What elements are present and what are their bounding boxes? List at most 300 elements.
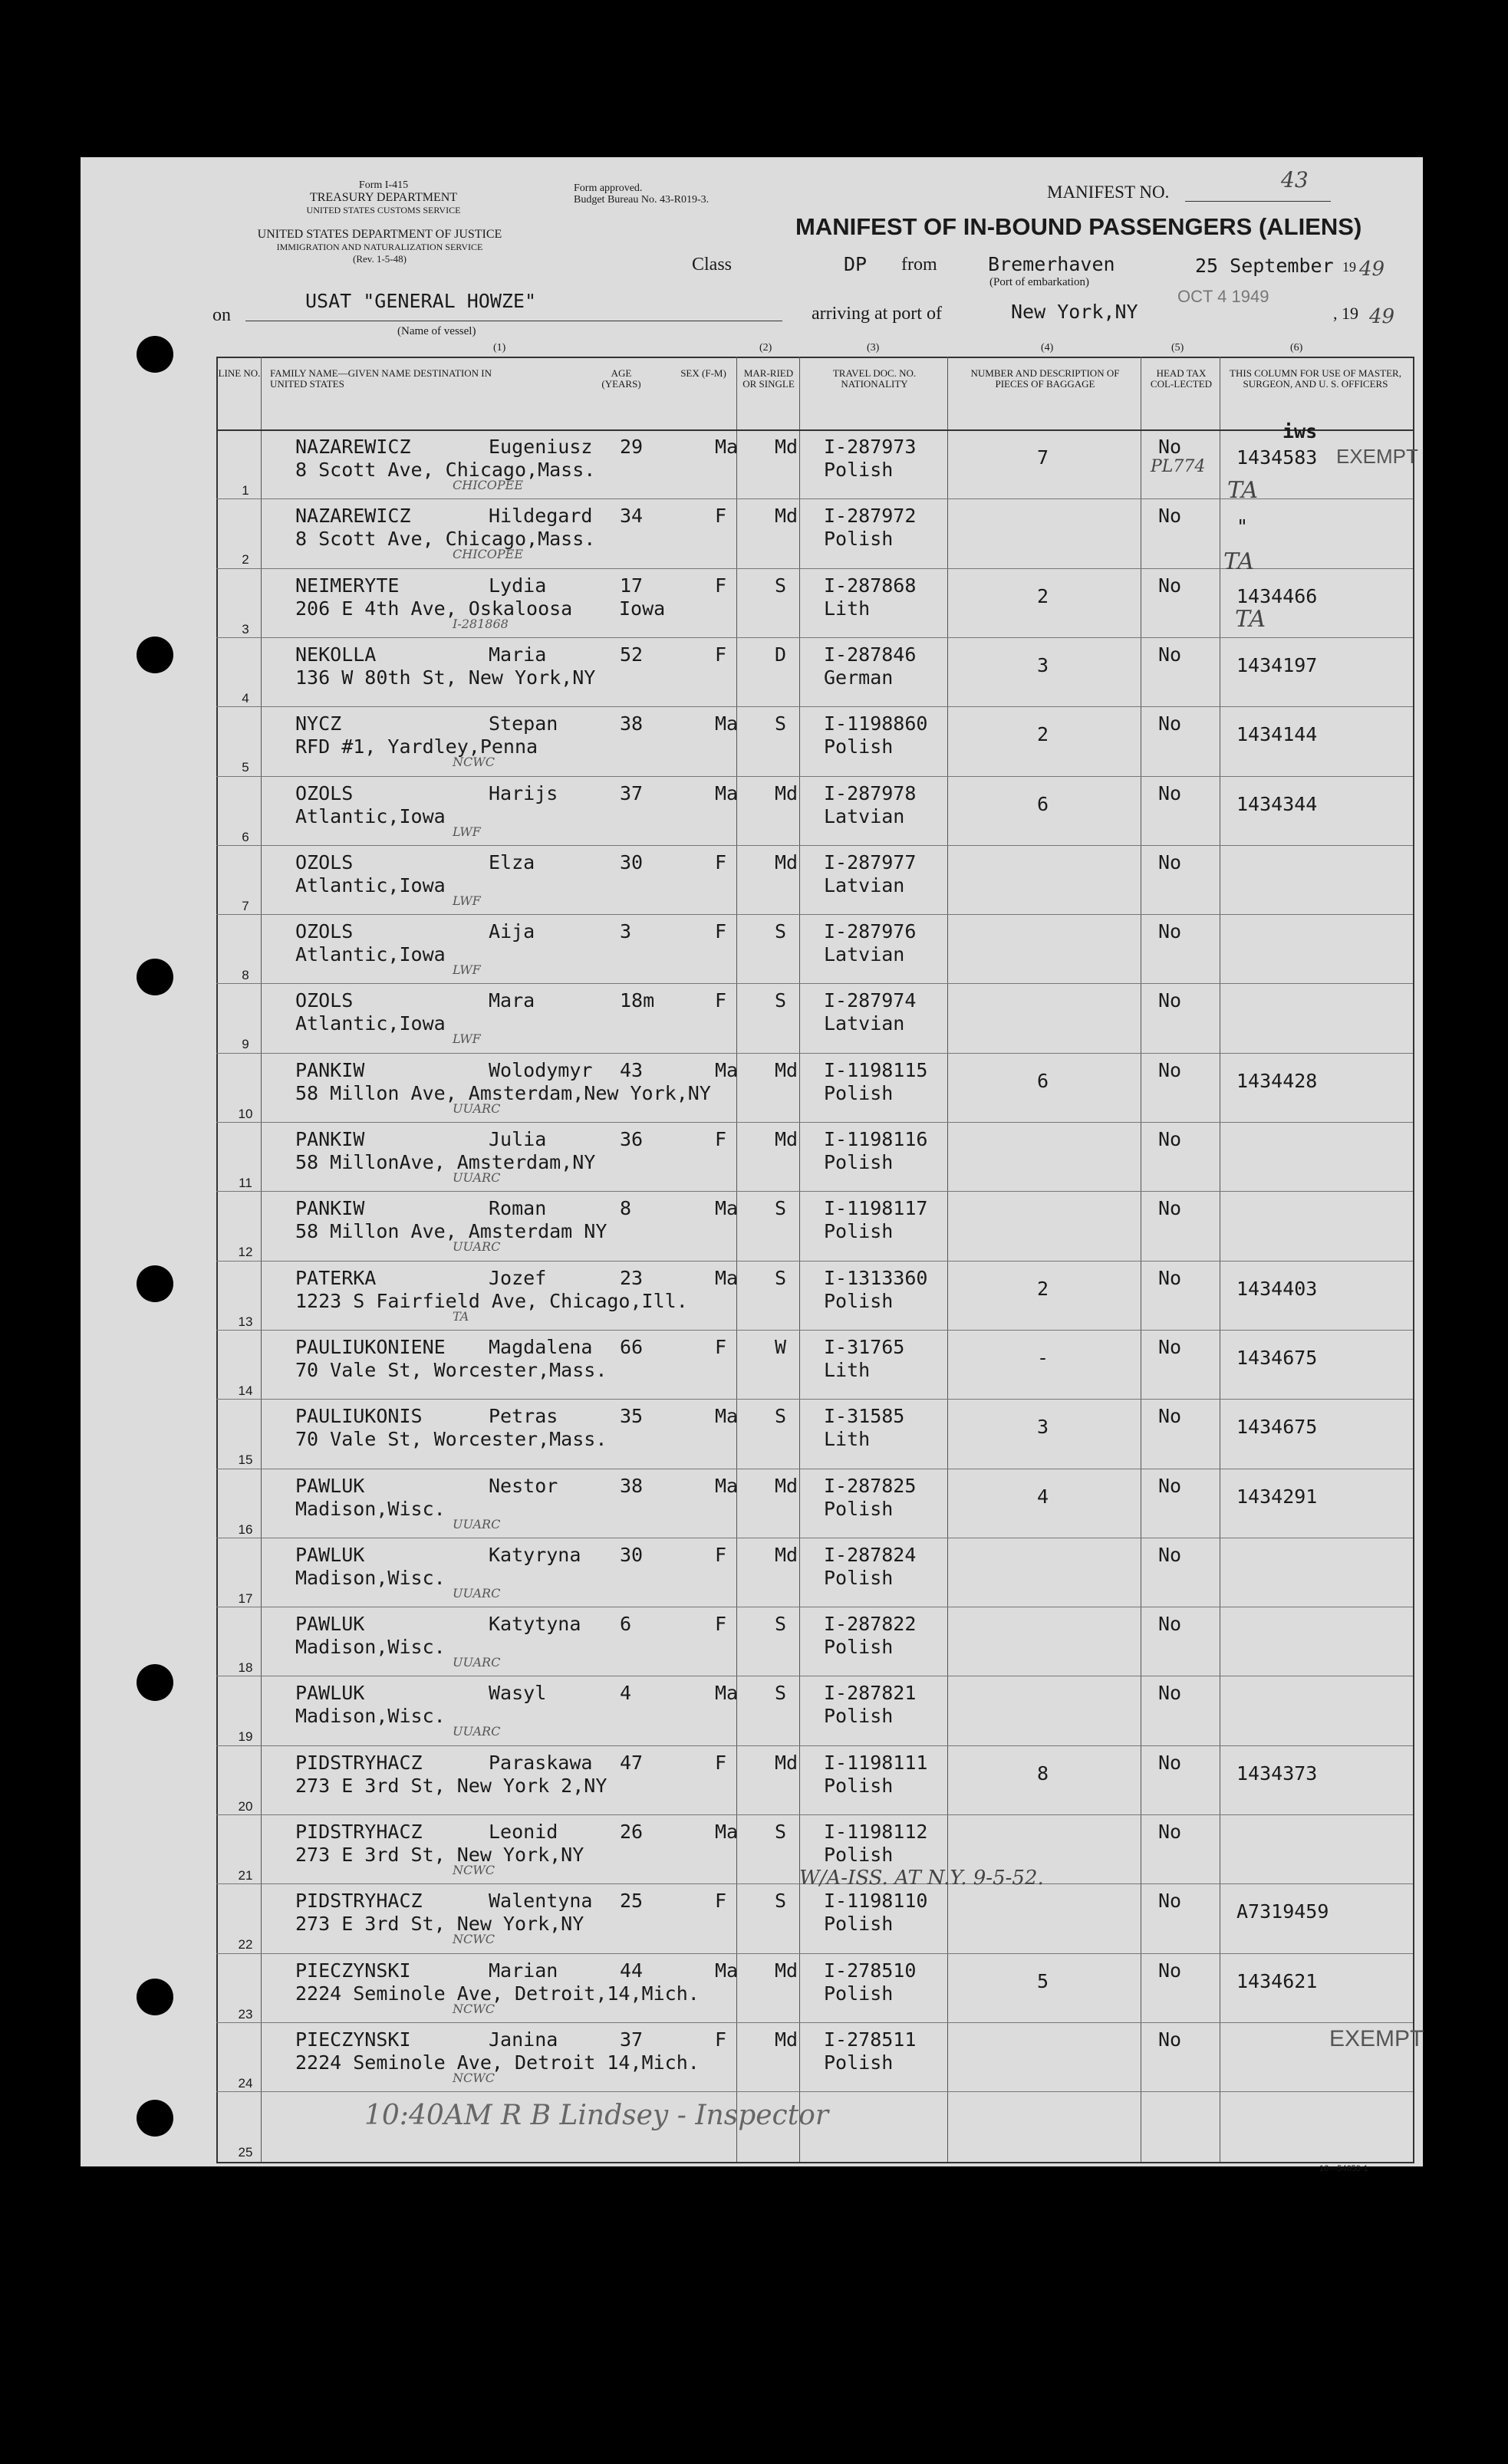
cell-marital: D xyxy=(775,643,787,666)
cell-sex: Ma xyxy=(715,1058,739,1081)
customs-service: UNITED STATES CUSTOMS SERVICE xyxy=(306,205,461,215)
cell-officer: " xyxy=(1236,515,1249,538)
col-header-sex: SEX (F-M) xyxy=(680,367,726,379)
cell-age: 52 xyxy=(620,643,644,666)
cell-dest: RFD #1, Yardley,Penna xyxy=(295,735,538,758)
line-number: 1 xyxy=(242,483,249,498)
cell-hw: LWF xyxy=(453,1031,481,1047)
arrival-year-prefix: , 19 xyxy=(1333,304,1358,323)
cell-family: NEIMERYTE xyxy=(295,574,400,597)
line-number: 21 xyxy=(238,1868,253,1883)
cell-marital: S xyxy=(775,1890,787,1913)
cell-officer: 1434675 xyxy=(1236,1416,1318,1439)
cell-tax: No xyxy=(1158,1682,1182,1705)
cell-hw: LWF xyxy=(453,962,481,978)
cell-dest: 58 MillonAve, Amsterdam,NY xyxy=(295,1151,596,1173)
cell-dest: 70 Vale St, Worcester,Mass. xyxy=(295,1428,607,1451)
date-value: 25 September xyxy=(1195,255,1334,277)
cell-sex: F xyxy=(715,1613,727,1636)
cell-family: PIECZYNSKI xyxy=(295,1959,411,1982)
line-number: 11 xyxy=(239,1176,252,1190)
cell-marital: W xyxy=(775,1335,787,1358)
cell-dest: 2224 Seminole Ave, Detroit 14,Mich. xyxy=(295,2051,700,2074)
cell-tax: No xyxy=(1158,1405,1182,1428)
ta-note: TA xyxy=(1223,548,1255,575)
binder-hole xyxy=(137,959,173,995)
cell-family: PAWLUK xyxy=(295,1474,365,1497)
cell-marital: S xyxy=(775,1405,787,1428)
cell-dest: 70 Vale St, Worcester,Mass. xyxy=(295,1358,607,1381)
cell-doc: I-287868 xyxy=(824,574,917,597)
cell-nat: Polish xyxy=(824,1081,894,1104)
cell-nat: Lith xyxy=(824,1428,871,1451)
cell-age: 30 xyxy=(620,1543,644,1566)
cell-marital: S xyxy=(775,989,787,1012)
cell-hw: I-281868 xyxy=(453,616,509,631)
cell-hw: UUARC xyxy=(453,1170,501,1185)
cell-age: 4 xyxy=(620,1682,632,1705)
row-divider xyxy=(216,983,1413,984)
cell-hw: NCWC xyxy=(453,755,495,770)
cell-hw: NCWC xyxy=(453,2001,495,2016)
cell-doc: I-278510 xyxy=(824,1959,917,1982)
cell-nat: Polish xyxy=(824,1844,894,1866)
from-label: from xyxy=(901,255,937,275)
class-label: Class xyxy=(692,255,733,275)
inspector-note: 10:40AM R B Lindsey - Inspector xyxy=(364,2100,829,2131)
col-num-1: (1) xyxy=(493,342,506,354)
cell-bag: 3 xyxy=(1037,1416,1049,1439)
cell-sex: F xyxy=(715,1543,727,1566)
line-number: 2 xyxy=(242,552,249,567)
cell-nat: Latvian xyxy=(824,1012,905,1035)
cell-doc: I-287976 xyxy=(824,920,917,943)
line-number: 7 xyxy=(242,898,249,913)
cell-officer: 1434621 xyxy=(1236,1969,1318,1992)
cell-officer: 1434373 xyxy=(1236,1762,1318,1785)
cell-marital: S xyxy=(775,712,787,735)
justice-dept: UNITED STATES DEPARTMENT OF JUSTICE xyxy=(257,228,502,241)
cell-age: 37 xyxy=(620,2028,644,2051)
cell-sex: Ma xyxy=(715,1474,739,1497)
line-number: 18 xyxy=(238,1660,253,1676)
cell-age: 3 xyxy=(620,920,632,943)
cell-officer: 1434403 xyxy=(1236,1277,1318,1300)
cell-marital: S xyxy=(775,574,787,597)
cell-nat: Polish xyxy=(824,1151,894,1173)
col-header-tax: HEAD TAX COL-LECTED xyxy=(1150,367,1213,390)
arrival-year-hw: 49 xyxy=(1369,305,1395,328)
cell-family: OZOLS xyxy=(295,920,354,943)
line-number: 15 xyxy=(238,1452,253,1468)
cell-sex: Ma xyxy=(715,1682,739,1705)
ta-note: TA xyxy=(1235,606,1266,633)
cell-doc: I-287974 xyxy=(824,989,917,1012)
cell-family: NYCZ xyxy=(295,712,342,735)
cell-nat: Polish xyxy=(824,1497,894,1520)
line-number: 9 xyxy=(242,1037,249,1052)
cell-marital: Md xyxy=(775,1543,798,1566)
cell-marital: S xyxy=(775,1197,787,1220)
pl774-note: PL774 xyxy=(1151,457,1206,476)
cell-family: PANKIW xyxy=(295,1128,365,1150)
cell-nat: Latvian xyxy=(824,804,905,827)
cell-sex: F xyxy=(715,2028,727,2051)
cell-dest: Madison,Wisc. xyxy=(295,1636,446,1659)
line-number: 22 xyxy=(238,1937,253,1952)
binder-hole xyxy=(137,2100,173,2137)
cell-dest: 273 E 3rd St, New York,NY xyxy=(295,1913,584,1936)
cell-doc: I-287822 xyxy=(824,1613,917,1636)
col-header-line: LINE NO. xyxy=(218,367,261,379)
cell-doc: I-31765 xyxy=(824,1335,905,1358)
cell-tax: No xyxy=(1158,712,1182,735)
cell-sex: F xyxy=(715,505,727,528)
cell-doc: I-31585 xyxy=(824,1405,905,1428)
cell-dest: 58 Millon Ave, Amsterdam NY xyxy=(295,1220,607,1243)
cell-tax: No xyxy=(1158,1197,1182,1220)
line-number: 12 xyxy=(238,1245,253,1260)
cell-sex: Ma xyxy=(715,436,739,458)
cell-nat: Polish xyxy=(824,2051,894,2074)
exempt-stamp: EXEMPT xyxy=(1336,445,1418,468)
treasury-dept: TREASURY DEPARTMENT xyxy=(309,191,458,204)
cell-hw: UUARC xyxy=(453,1516,501,1531)
row-divider xyxy=(216,1053,1413,1054)
column-divider xyxy=(261,357,262,2162)
cell-family: PAWLUK xyxy=(295,1613,365,1636)
cell-tax: No xyxy=(1158,436,1182,458)
ta-note: TA xyxy=(1227,477,1259,504)
row-divider xyxy=(216,776,1413,777)
cell-tax: No xyxy=(1158,1821,1182,1843)
header-rule xyxy=(216,429,1413,431)
row-divider xyxy=(216,1814,1413,1815)
arrival-stamp: OCT 4 1949 xyxy=(1177,287,1269,306)
cell-marital: Md xyxy=(775,781,798,804)
cell-sex: F xyxy=(715,850,727,873)
line-number: 23 xyxy=(238,2006,253,2022)
cell-hw: LWF xyxy=(453,893,481,908)
cell-given: Elza xyxy=(489,850,535,873)
cell-doc: I-1198116 xyxy=(824,1128,928,1150)
cell-hw: UUARC xyxy=(453,1239,501,1255)
cell-officer: 1434583 xyxy=(1236,446,1318,469)
cell-family: OZOLS xyxy=(295,781,354,804)
cell-tax: No xyxy=(1158,2028,1182,2051)
cell-given: Wasyl xyxy=(489,1682,547,1705)
cell-sex: F xyxy=(715,643,727,666)
vessel-note: (Name of vessel) xyxy=(397,325,476,337)
cell-nat: Polish xyxy=(824,1705,894,1728)
cell-age: 18m xyxy=(620,989,655,1012)
cell-given: Paraskawa xyxy=(489,1751,593,1774)
col-num-5: (5) xyxy=(1171,342,1184,354)
cell-sex: F xyxy=(715,1751,727,1774)
cell-sex: Ma xyxy=(715,1821,739,1843)
cell-family: PAULIUKONIS xyxy=(295,1405,423,1428)
row-divider xyxy=(216,1261,1413,1262)
cell-age: 43 xyxy=(620,1058,644,1081)
cell-doc: I-287846 xyxy=(824,643,917,666)
cell-tax: No xyxy=(1158,1959,1182,1982)
cell-officer: 1434291 xyxy=(1236,1485,1318,1508)
cell-bag: 6 xyxy=(1037,1069,1049,1092)
cell-doc: I-278511 xyxy=(824,2028,917,2051)
cell-nat: Polish xyxy=(824,735,894,758)
cell-tax: No xyxy=(1158,1474,1182,1497)
cell-tax: No xyxy=(1158,1335,1182,1358)
cell-marital: S xyxy=(775,1266,787,1289)
col-header-name: FAMILY NAME—GIVEN NAME DESTINATION IN UNITED STATES xyxy=(270,367,492,390)
cell-tax: No xyxy=(1158,781,1182,804)
col-num-2: (2) xyxy=(759,342,772,354)
cell-family: PAWLUK xyxy=(295,1543,365,1566)
cell-bag: 6 xyxy=(1037,792,1049,815)
row-divider xyxy=(216,2022,1413,2023)
cell-hw: UUARC xyxy=(453,1655,501,1670)
cell-sex: Ma xyxy=(715,1959,739,1982)
cell-given: Janina xyxy=(489,2028,558,2051)
cell-family: OZOLS xyxy=(295,850,354,873)
cell-nat: Polish xyxy=(824,1566,894,1589)
form-revision: (Rev. 1-5-48) xyxy=(353,253,407,265)
cell-nat: Polish xyxy=(824,459,894,481)
cell-marital: S xyxy=(775,1821,787,1843)
col-num-3: (3) xyxy=(867,342,880,354)
cell-given: Walentyna xyxy=(489,1890,593,1913)
cell-sex: Ma xyxy=(715,1197,739,1220)
cell-bag: 8 xyxy=(1037,1762,1049,1785)
cell-officer: A7319459 xyxy=(1236,1900,1329,1923)
column-divider xyxy=(947,357,948,2162)
wa-note: W/A-ISS. AT N.Y. 9-5-52. xyxy=(799,1867,1044,1890)
cell-given: Maria xyxy=(489,643,547,666)
cell-tax: No xyxy=(1158,1058,1182,1081)
manifest-no-label: MANIFEST NO. xyxy=(1047,183,1170,202)
cell-doc: I-287978 xyxy=(824,781,917,804)
vessel-value: USAT "GENERAL HOWZE" xyxy=(305,290,537,312)
cell-doc: I-1198111 xyxy=(824,1751,928,1774)
col-header-age: AGE (YEARS) xyxy=(601,367,641,390)
row-divider xyxy=(216,1330,1413,1331)
cell-dest: Madison,Wisc. xyxy=(295,1566,446,1589)
binder-hole xyxy=(137,1664,173,1701)
cell-family: NEKOLLA xyxy=(295,643,377,666)
cell-given: Harijs xyxy=(489,781,558,804)
cell-given: Hildegard xyxy=(489,505,593,528)
cell-hw: LWF xyxy=(453,824,481,839)
from-value: Bremerhaven xyxy=(988,253,1115,275)
line-number: 13 xyxy=(238,1314,253,1329)
cell-given: Katytyna xyxy=(489,1613,581,1636)
cell-hw: CHICOPEE xyxy=(453,547,523,562)
cell-given: Eugeniusz xyxy=(489,436,593,458)
cell-officer: 1434675 xyxy=(1236,1346,1318,1369)
row-divider xyxy=(216,2091,1413,2092)
row-divider xyxy=(216,637,1413,638)
cell-family: PIDSTRYHACZ xyxy=(295,1821,423,1843)
port-note: (Port of embarkation) xyxy=(989,276,1089,288)
cell-bag: 7 xyxy=(1037,446,1049,469)
cell-hw: NCWC xyxy=(453,1863,495,1877)
cell-given: Julia xyxy=(489,1128,547,1150)
line-number: 24 xyxy=(238,2075,253,2091)
cell-dest: 136 W 80th St, New York,NY xyxy=(295,666,596,689)
line-number: 16 xyxy=(238,1521,253,1537)
row-divider xyxy=(216,1745,1413,1746)
cell-marital: Md xyxy=(775,1959,798,1982)
cell-sex: Ma xyxy=(715,1405,739,1428)
col-header-doc: TRAVEL DOC. NO. NATIONALITY xyxy=(832,367,917,390)
cell-marital: Md xyxy=(775,436,798,458)
cell-dest: 8 Scott Ave, Chicago,Mass. xyxy=(295,459,596,481)
cell-given: Nestor xyxy=(489,1474,558,1497)
binder-hole xyxy=(137,1979,173,2015)
cell-nat: Polish xyxy=(824,1636,894,1659)
line-number: 20 xyxy=(238,1798,253,1814)
cell-tax: No xyxy=(1158,1751,1182,1774)
cell-given: Wolodymyr xyxy=(489,1058,593,1081)
line-number: 8 xyxy=(242,968,249,983)
cell-dest: 273 E 3rd St, New York,NY xyxy=(295,1844,584,1866)
cell-dest: 58 Millon Ave, Amsterdam,New York,NY xyxy=(295,1081,711,1104)
cell-age: 30 xyxy=(620,850,644,873)
cell-doc: I-287977 xyxy=(824,850,917,873)
exempt-stamp: EXEMPT xyxy=(1329,2026,1424,2051)
cell-family: NAZAREWICZ xyxy=(295,436,411,458)
cell-dest: Madison,Wisc. xyxy=(295,1497,446,1520)
cell-officer: 1434344 xyxy=(1236,792,1318,815)
cell-marital: S xyxy=(775,1613,787,1636)
col-header-baggage: NUMBER AND DESCRIPTION OF PIECES OF BAGGAGE xyxy=(970,367,1120,390)
cell-nat: Polish xyxy=(824,1913,894,1936)
cell-hw: UUARC xyxy=(453,1724,501,1739)
cell-age: 25 xyxy=(620,1890,644,1913)
cell-age: 47 xyxy=(620,1751,644,1774)
manifest-no-line xyxy=(1185,201,1331,202)
cell-tax: No xyxy=(1158,989,1182,1012)
cell-tax: No xyxy=(1158,643,1182,666)
cell-hw: NCWC xyxy=(453,1932,495,1947)
cell-dest: Madison,Wisc. xyxy=(295,1705,446,1728)
page-title: MANIFEST OF IN-BOUND PASSENGERS (ALIENS) xyxy=(795,213,1362,240)
budget-bureau: Budget Bureau No. 43-R019-3. xyxy=(574,194,710,206)
date-year-hw: 49 xyxy=(1359,258,1385,281)
line-number: 3 xyxy=(242,621,249,637)
cell-doc: I-1198117 xyxy=(824,1197,928,1220)
cell-tax: No xyxy=(1158,1613,1182,1636)
cell-given: Petras xyxy=(489,1405,558,1428)
line-number: 6 xyxy=(242,829,249,844)
cell-given: Magdalena xyxy=(489,1335,593,1358)
cell-family: PATERKA xyxy=(295,1266,377,1289)
form-number: Form I-415 xyxy=(358,179,409,191)
cell-family: NAZAREWICZ xyxy=(295,505,411,528)
line-number: 5 xyxy=(242,760,249,775)
manifest-no-value: 43 xyxy=(1281,167,1309,192)
cell-tax: No xyxy=(1158,574,1182,597)
cell-doc: I-287824 xyxy=(824,1543,917,1566)
cell-doc: I-1313360 xyxy=(824,1266,928,1289)
cell-sex: Ma xyxy=(715,712,739,735)
cell-age: 38 xyxy=(620,712,644,735)
col-num-4: (4) xyxy=(1041,342,1054,354)
cell-given: Jozef xyxy=(489,1266,547,1289)
cell-dest: 273 E 3rd St, New York 2,NY xyxy=(295,1774,607,1797)
cell-family: PIDSTRYHACZ xyxy=(295,1751,423,1774)
cell-dest: Atlantic,Iowa xyxy=(295,873,446,896)
cell-dest: 2224 Seminole Ave, Detroit,14,Mich. xyxy=(295,1982,700,2005)
cell-marital: Md xyxy=(775,2028,798,2051)
class-value: DP xyxy=(844,253,868,275)
cell-doc: I-287972 xyxy=(824,505,917,528)
cell-given: Aija xyxy=(489,920,535,943)
col-num-6: (6) xyxy=(1290,342,1303,354)
cell-given: Lydia xyxy=(489,574,547,597)
cell-dest: 1223 S Fairfield Ave, Chicago,Ill. xyxy=(295,1289,688,1312)
cell-tax: No xyxy=(1158,850,1182,873)
cell-nat: German xyxy=(824,666,894,689)
cell-given: Stepan xyxy=(489,712,558,735)
cell-officer: 1434428 xyxy=(1236,1069,1318,1092)
cell-doc: I-1198110 xyxy=(824,1890,928,1913)
binder-hole xyxy=(137,637,173,673)
cell-tax: No xyxy=(1158,505,1182,528)
cell-given: Katyryna xyxy=(489,1543,581,1566)
cell-age: 36 xyxy=(620,1128,644,1150)
cell-officer: 1434466 xyxy=(1236,584,1318,607)
cell-given: Marian xyxy=(489,1959,558,1982)
cell-bag: 2 xyxy=(1037,723,1049,746)
cell-doc: I-1198860 xyxy=(824,712,928,735)
cell-sex: F xyxy=(715,1890,727,1913)
cell-age: 26 xyxy=(620,1821,644,1843)
cell-age: 44 xyxy=(620,1959,644,1982)
cell-age: 38 xyxy=(620,1474,644,1497)
iws-mark: iws xyxy=(1282,420,1318,442)
line-number: 4 xyxy=(242,690,249,706)
cell-nat: Latvian xyxy=(824,873,905,896)
arriving-value: New York,NY xyxy=(1011,301,1138,323)
cell-hw: UUARC xyxy=(453,1100,501,1116)
cell-tax: No xyxy=(1158,1128,1182,1150)
cell-family: PAWLUK xyxy=(295,1682,365,1705)
cell-bag: 3 xyxy=(1037,653,1049,676)
cell-hw: CHICOPEE xyxy=(453,478,523,492)
row-divider xyxy=(216,1399,1413,1400)
cell-sex: Ma xyxy=(715,1266,739,1289)
ins-service: IMMIGRATION AND NATURALIZATION SERVICE xyxy=(276,242,483,252)
cell-bag: 4 xyxy=(1037,1485,1049,1508)
cell-given: Roman xyxy=(489,1197,547,1220)
cell-dest2: Iowa xyxy=(619,597,666,620)
cell-family: PAULIUKONIENE xyxy=(295,1335,446,1358)
cell-age: 34 xyxy=(620,505,644,528)
cell-sex: F xyxy=(715,1335,727,1358)
column-divider xyxy=(799,357,800,2162)
cell-bag: - xyxy=(1037,1346,1049,1369)
cell-family: OZOLS xyxy=(295,989,354,1012)
cell-nat: Polish xyxy=(824,528,894,551)
cell-dest: Atlantic,Iowa xyxy=(295,1012,446,1035)
col-header-married: MAR-RIED OR SINGLE xyxy=(742,367,795,390)
cell-age: 17 xyxy=(620,574,644,597)
row-divider xyxy=(216,1191,1413,1192)
cell-sex: F xyxy=(715,920,727,943)
cell-marital: Md xyxy=(775,850,798,873)
cell-doc: I-287825 xyxy=(824,1474,917,1497)
